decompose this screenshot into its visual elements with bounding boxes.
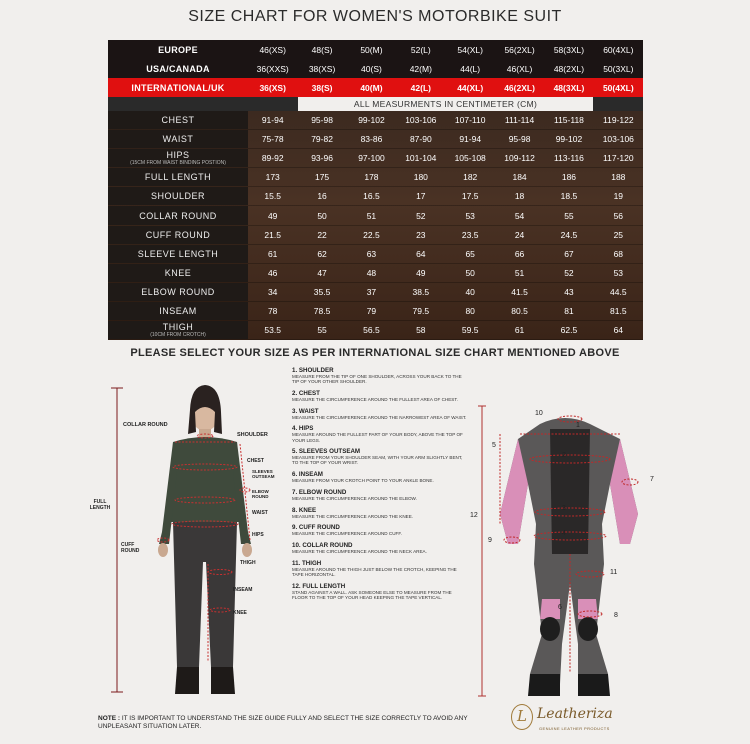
- measurement-label: [108, 245, 248, 263]
- label-full-length: FULL LENGTH: [89, 499, 111, 511]
- size-cell: 40(M): [360, 82, 383, 93]
- measurement-cell: 34: [267, 286, 278, 297]
- unit-note-row: [108, 97, 643, 111]
- size-cell: 40(S): [361, 63, 382, 74]
- measurement-cell: 93-96: [311, 153, 333, 164]
- measurement-cell: 80: [465, 305, 475, 316]
- label-sleeves-outseam: SLEEVES OUTSEAM: [252, 469, 275, 479]
- measurement-cell: 18: [514, 191, 525, 202]
- measurement-row: [108, 130, 643, 149]
- instruction-heading: 10. COLLAR ROUND: [292, 541, 353, 549]
- measurement-cell: 16.5: [363, 191, 380, 202]
- measurement-cell: 119-122: [603, 115, 634, 126]
- suit-label-10: 10: [535, 410, 543, 417]
- measurement-cell: 35.5: [313, 286, 331, 297]
- suit-label-12: 12: [470, 512, 478, 519]
- measurement-cell: 67: [564, 248, 574, 259]
- measurement-label: [108, 130, 248, 148]
- measurement-label-text: SLEEVE LENGTH: [137, 248, 219, 259]
- measurement-cell: 188: [611, 172, 626, 183]
- suit-label-1: 1: [576, 422, 580, 429]
- measurement-label-sub: (15CM FROM WAIST BINDING POSTION): [130, 160, 226, 167]
- measurement-row: [108, 264, 643, 283]
- instruction-item: [292, 524, 467, 536]
- size-cell: 44(XL): [457, 82, 484, 93]
- footnote-text: IT IS IMPORTANT TO UNDERSTAND THE SIZE GUIDE FULLY AND SELECT THE SIZE CORRECTLY TO AVOID ANY UNPLEASANT SITUATION LATER.: [98, 715, 468, 730]
- instruction-heading: 2. CHEST: [292, 389, 320, 397]
- motorbike-suit-illustration: [470, 404, 670, 704]
- size-cell: 48(3XL): [553, 82, 585, 93]
- measurement-label: [108, 149, 248, 167]
- suit-label-3: 3: [562, 505, 566, 512]
- measurement-cell: 103-106: [602, 134, 634, 145]
- measurement-label: [108, 264, 248, 282]
- measurement-cell: 78: [267, 305, 278, 316]
- page-title: SIZE CHART FOR WOMEN'S MOTORBIKE SUIT: [188, 8, 562, 25]
- suit-label-11: 11: [610, 569, 618, 576]
- measurement-cell: 48: [366, 267, 377, 278]
- measurement-label: [108, 206, 248, 224]
- instruction-description: MEASURE THE CIRCUMFERENCE AROUND THE NARROWEST AREA OF WAIST.: [292, 414, 467, 420]
- measurement-cell: 117-120: [603, 153, 634, 164]
- measurement-cell: 109-112: [504, 153, 535, 164]
- measurement-cell: 78.5: [313, 305, 331, 316]
- measurement-cell: 53: [465, 210, 475, 221]
- measurement-cell: 101-104: [405, 153, 437, 164]
- instruction-item: [292, 367, 467, 384]
- instruction-description: MEASURE THE CIRCUMFERENCE AROUND THE FULLEST AREA OF CHEST.: [292, 396, 458, 402]
- label-collar-round: COLLAR ROUND: [123, 422, 168, 428]
- instruction-item: [292, 489, 467, 501]
- measurement-cell: 99-102: [555, 134, 583, 145]
- measurement-label-text: COLLAR ROUND: [139, 210, 217, 221]
- measurement-label-text: KNEE: [164, 267, 192, 278]
- measurement-cell: 105-108: [454, 153, 486, 164]
- instruction-heading: 3. WAIST: [292, 407, 319, 415]
- measurement-label-text: CHEST: [161, 115, 195, 126]
- size-cell: 52(L): [410, 44, 431, 55]
- measurement-row: [108, 206, 643, 225]
- suit-label-4: 4: [562, 530, 566, 537]
- measurement-cell: 38.5: [412, 286, 430, 297]
- measurement-cell: 51: [514, 267, 525, 278]
- footnote-label: NOTE :: [98, 715, 121, 722]
- instruction-item: [292, 448, 467, 465]
- measurement-cell: 25: [613, 229, 624, 240]
- size-cell: 36(XXS): [256, 63, 289, 74]
- instruction-item: [292, 560, 467, 577]
- measurement-row: [108, 321, 643, 340]
- measurement-row: [108, 245, 643, 264]
- size-cell: 58(3XL): [553, 44, 585, 55]
- measurement-label: [108, 111, 248, 129]
- instruction-description: MEASURE THE CIRCUMFERENCE AROUND THE KNEE.: [292, 513, 414, 519]
- section-subtitle: PLEASE SELECT YOUR SIZE AS PER INTERNATIONAL SIZE CHART MENTIONED ABOVE: [130, 347, 620, 359]
- unit-note: ALL MEASURMENTS IN CENTIMETER (CM): [298, 97, 593, 111]
- measurement-cell: 113-116: [553, 153, 584, 164]
- measurement-label: [108, 168, 248, 186]
- label-hips: HIPS: [252, 532, 264, 538]
- measurement-cell: 23.5: [461, 229, 479, 240]
- measurement-label: [108, 302, 248, 320]
- measurement-cell: 22.5: [363, 229, 380, 240]
- instruction-description: MEASURE AROUND THE FULLEST PART OF YOUR BODY, ABOVE THE TOP OF YOUR LEGS.: [292, 432, 463, 443]
- instruction-description: MEASURE FROM YOUR SHOULDER SEAM, WITH YOUR ARM SLIGHTLY BENT, TO THE TOP OF YOUR WRIST.: [292, 455, 463, 466]
- measurement-label: [108, 187, 248, 205]
- measurement-row: [108, 283, 643, 302]
- size-row: [108, 78, 643, 97]
- measurement-row: [108, 226, 643, 245]
- measurement-cell: 62.5: [560, 325, 578, 336]
- suit-label-6: 6: [558, 604, 562, 611]
- instruction-item: [292, 408, 467, 420]
- measurement-cell: 79: [366, 305, 377, 316]
- measurement-cell: 41.5: [511, 286, 528, 297]
- measurement-label-text: HIPS: [166, 150, 190, 161]
- measurement-cell: 49: [416, 267, 426, 278]
- label-chest: CHEST: [247, 458, 264, 464]
- measurement-cell: 21.5: [264, 229, 281, 240]
- instruction-item: [292, 390, 467, 402]
- size-cell: 50(4XL): [602, 82, 634, 93]
- instruction-heading: 11. THIGH: [292, 559, 322, 567]
- label-shoulder: SHOULDER: [237, 432, 268, 438]
- label-knee: KNEE: [233, 610, 247, 616]
- measurement-cell: 81: [564, 305, 574, 316]
- suit-label-9: 9: [488, 537, 492, 544]
- measurement-cell: 55: [564, 210, 574, 221]
- size-chart-table: [108, 40, 643, 340]
- label-thigh: THIGH: [240, 560, 256, 566]
- measurement-cell: 99-102: [358, 115, 385, 126]
- logo-tagline: GENUINE LEATHER PRODUCTS: [539, 726, 610, 731]
- instruction-description: MEASURE THE CIRCUMFERENCE AROUND CUFF.: [292, 531, 402, 537]
- measurement-label-text: INSEAM: [159, 305, 197, 316]
- instruction-heading: 5. SLEEVES OUTSEAM: [292, 448, 361, 456]
- measurement-cell: 56: [613, 210, 624, 221]
- measurement-cell: 44.5: [610, 286, 627, 297]
- measurement-instructions: [292, 367, 467, 605]
- size-cell: 48(2XL): [553, 63, 585, 74]
- measurement-cell: 54: [514, 210, 525, 221]
- measurement-cell: 22: [317, 229, 327, 240]
- measurement-cell: 53.5: [264, 325, 281, 336]
- instruction-item: [292, 542, 467, 554]
- size-row-label: INTERNATIONAL/UK: [131, 82, 225, 93]
- footnote: [98, 715, 468, 731]
- size-cell: 50(3XL): [603, 63, 634, 74]
- measurement-cell: 66: [514, 248, 525, 259]
- measurement-row: [108, 168, 643, 187]
- instruction-heading: 8. KNEE: [292, 506, 317, 514]
- measurement-cell: 97-100: [358, 153, 385, 164]
- measurement-label-text: FULL LENGTH: [144, 172, 212, 183]
- measurement-row: [108, 187, 643, 206]
- measurement-label-sub: (10CM FROM CROTCH): [150, 332, 206, 339]
- measurement-cell: 80.5: [511, 305, 528, 316]
- measurement-cell: 40: [465, 286, 475, 297]
- size-cell: 60(4XL): [603, 44, 634, 55]
- suit-label-7: 7: [650, 476, 654, 483]
- measurement-cell: 52: [564, 267, 574, 278]
- label-elbow-round: ELBOW ROUND: [252, 489, 269, 499]
- measurement-cell: 24: [514, 229, 525, 240]
- size-row: [108, 40, 643, 59]
- measurement-cell: 43: [564, 286, 574, 297]
- measurement-cell: 75-78: [261, 134, 284, 145]
- brand-logo: [505, 702, 645, 742]
- measurement-cell: 19: [613, 191, 624, 202]
- measurement-rows: [108, 111, 643, 340]
- measurement-cell: 64: [613, 325, 624, 336]
- measurement-cell: 173: [265, 172, 280, 183]
- suit-label-2: 2: [562, 452, 566, 459]
- instruction-description: STAND AGAINST A WALL. ASK SOMEONE ELSE TO MEASURE FROM THE FLOOR TO THE TOP OF YOUR HEAD KEEPING THE TAPE VERTICAL.: [292, 589, 452, 600]
- measurement-cell: 186: [561, 172, 577, 183]
- instruction-heading: 6. INSEAM: [292, 471, 323, 479]
- measurement-cell: 81.5: [610, 305, 627, 316]
- measurement-cell: 37: [366, 286, 377, 297]
- woman-figure: [89, 372, 285, 712]
- measurement-cell: 18.5: [560, 191, 578, 202]
- suit-label-5: 5: [492, 442, 496, 449]
- measurement-label-text: WAIST: [162, 134, 194, 145]
- measurement-row: [108, 111, 643, 130]
- measurement-cell: 63: [366, 248, 377, 259]
- measurement-cell: 23: [416, 229, 426, 240]
- measurement-row: [108, 149, 643, 168]
- measurement-cell: 65: [465, 248, 475, 259]
- measurement-cell: 175: [314, 172, 330, 183]
- instruction-description: MEASURE THE CIRCUMFERENCE AROUND THE NECK AREA.: [292, 548, 427, 554]
- measurement-cell: 95-98: [508, 134, 531, 145]
- label-inseam: INSEAM: [233, 587, 253, 593]
- measurement-cell: 58: [416, 325, 426, 336]
- measurement-cell: 15.5: [264, 191, 281, 202]
- size-row-label: USA/CANADA: [146, 63, 210, 74]
- instruction-item: [292, 507, 467, 519]
- label-cuff-round: CUFF ROUND: [121, 542, 140, 554]
- size-cell: 38(S): [311, 82, 333, 93]
- measurement-cell: 64: [416, 248, 426, 259]
- measurement-cell: 184: [512, 172, 527, 183]
- logo-mark-icon: L: [511, 704, 533, 730]
- measurement-cell: 50: [317, 210, 327, 221]
- measurement-cell: 55: [317, 325, 327, 336]
- measurement-cell: 52: [416, 210, 426, 221]
- measurement-cell: 61: [267, 248, 278, 259]
- size-cell: 42(L): [410, 82, 431, 93]
- instruction-description: MEASURE FROM THE TIP OF ONE SHOULDER, ACROSS YOUR BACK TO THE TIP OF YOUR OTHER SHOULDER.: [292, 374, 462, 385]
- instruction-heading: 9. CUFF ROUND: [292, 524, 340, 532]
- measurement-cell: 51: [366, 210, 377, 221]
- size-row: [108, 59, 643, 78]
- size-cell: 38(XS): [308, 63, 336, 74]
- measurement-cell: 17.5: [461, 191, 479, 202]
- measurement-label-text: THIGH: [162, 322, 194, 333]
- measurement-label-text: CUFF ROUND: [145, 229, 211, 240]
- measurement-cell: 111-114: [504, 115, 535, 126]
- size-cell: 50(M): [360, 44, 383, 55]
- measurement-cell: 178: [364, 172, 379, 183]
- measurement-cell: 91-94: [459, 134, 482, 145]
- measurement-label: [108, 226, 248, 244]
- measurement-row: [108, 302, 643, 321]
- size-cell: 44(L): [460, 63, 481, 74]
- measurement-cell: 59.5: [461, 325, 479, 336]
- measurement-cell: 79-82: [311, 134, 333, 145]
- measurement-cell: 103-106: [405, 115, 437, 126]
- size-cell: 46(XS): [259, 44, 286, 55]
- size-cell: 46(XL): [506, 63, 533, 74]
- measurement-label-text: ELBOW ROUND: [141, 286, 215, 297]
- measurement-cell: 182: [463, 172, 478, 183]
- measurement-cell: 79.5: [412, 305, 430, 316]
- measurement-cell: 115-118: [553, 115, 584, 126]
- measurement-cell: 24.5: [560, 229, 578, 240]
- measurement-cell: 107-110: [454, 115, 486, 126]
- instruction-description: MEASURE AROUND THE THIGH JUST BELOW THE CROTCH, KEEPING THE TAPE HORIZONTAL.: [292, 566, 457, 577]
- size-cell: 56(2XL): [504, 44, 535, 55]
- measurement-cell: 16: [317, 191, 327, 202]
- measurement-cell: 61: [514, 325, 525, 336]
- instruction-heading: 12. FULL LENGTH: [292, 582, 346, 590]
- measurement-label-text: SHOULDER: [150, 191, 205, 202]
- measurement-cell: 91-94: [261, 115, 284, 126]
- measurement-cell: 89-92: [261, 153, 284, 164]
- instruction-description: MEASURE FROM YOUR CROTCH POINT TO YOUR ANKLE BONE.: [292, 478, 434, 484]
- measurement-cell: 49: [267, 210, 278, 221]
- size-cell: 36(XS): [259, 82, 286, 93]
- measurement-label: [108, 283, 248, 301]
- instruction-item: [292, 425, 467, 442]
- size-cell: 54(XL): [457, 44, 483, 55]
- measurement-cell: 83-86: [360, 134, 383, 145]
- instruction-item: [292, 583, 467, 600]
- measurement-cell: 87-90: [409, 134, 432, 145]
- measurement-cell: 47: [317, 267, 327, 278]
- size-cell: 46(2XL): [504, 82, 535, 93]
- instruction-heading: 4. HIPS: [292, 425, 314, 433]
- measurement-cell: 68: [613, 248, 624, 259]
- instruction-item: [292, 471, 467, 483]
- measurement-cell: 180: [413, 172, 428, 183]
- instruction-heading: 7. ELBOW ROUND: [292, 488, 347, 496]
- size-row-label: EUROPE: [158, 44, 198, 55]
- label-waist: WAIST: [252, 510, 268, 516]
- instruction-description: MEASURE THE CIRCUMFERENCE AROUND THE ELBOW.: [292, 495, 417, 501]
- measurement-cell: 56.5: [363, 325, 380, 336]
- suit-label-8: 8: [614, 612, 618, 619]
- measurement-cell: 46: [267, 267, 278, 278]
- measurement-cell: 17: [416, 191, 426, 202]
- size-cell: 42(M): [409, 63, 432, 74]
- logo-name: Leatheriza: [537, 706, 613, 722]
- size-cell: 48(S): [311, 44, 333, 55]
- measurement-cell: 50: [465, 267, 475, 278]
- instruction-heading: 1. SHOULDER: [292, 367, 334, 374]
- measurement-cell: 62: [317, 248, 327, 259]
- measurement-cell: 95-98: [311, 115, 333, 126]
- measurement-label: [108, 321, 248, 339]
- measurement-cell: 53: [613, 267, 624, 278]
